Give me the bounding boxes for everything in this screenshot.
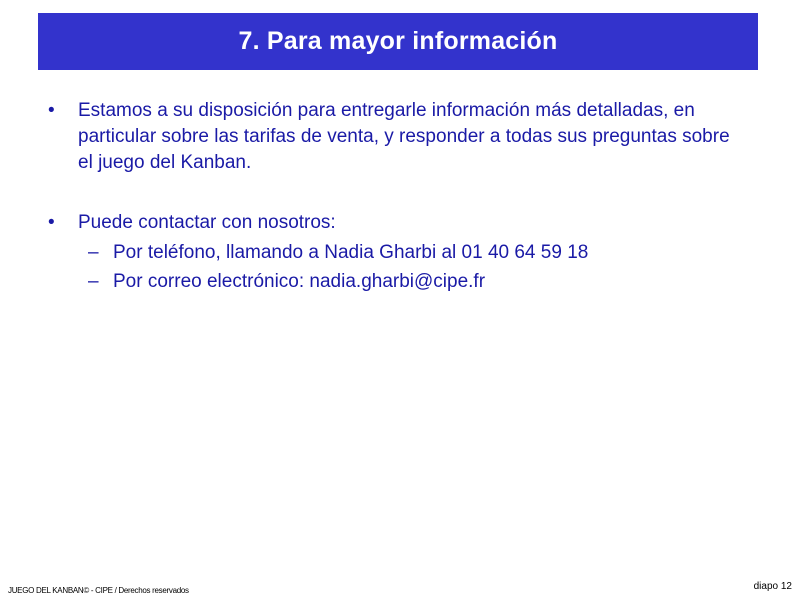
sub-bullet-text: Por correo electrónico: nadia.gharbi@cipe.fr: [113, 271, 486, 292]
sub-bullet-marker: –: [88, 242, 99, 263]
bullet-marker: •: [48, 212, 55, 233]
bullet-marker: •: [48, 100, 55, 121]
slide-title-bar: [38, 13, 758, 70]
footer-copyright: JUEGO DEL KANBAN© - CIPE / Derechos reservados: [8, 586, 189, 595]
sub-bullet-marker: –: [88, 271, 99, 292]
sub-bullet-text: Por teléfono, llamando a Nadia Gharbi al 01 40 64 59 18: [113, 242, 589, 263]
bullet-text: Estamos a su disposición para entregarle información más detalladas, en particular sobre las tarifas de venta, y responder a todas sus preguntas sobre el juego del Kanban.: [78, 100, 730, 173]
bullet-text: Puede contactar con nosotros:: [78, 212, 336, 233]
slide-number: diapo 12: [753, 581, 792, 592]
slide-title: 7. Para mayor información: [238, 27, 558, 55]
